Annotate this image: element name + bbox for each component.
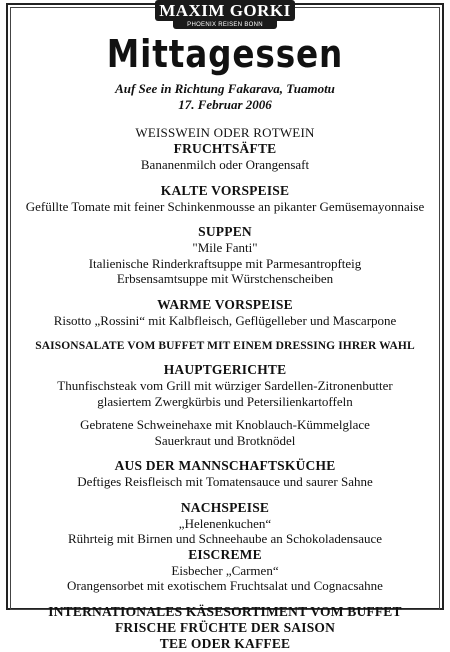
logo-tagline: PHOENIX REISEN BONN	[173, 21, 277, 29]
subtitle-location: Auf See in Richtung Fakarava, Tuamotu	[115, 81, 335, 96]
menu-item: Erbsensamtsuppe mit Würstchenscheiben	[116, 271, 334, 286]
menu-item: Risotto „Rossini“ mit Kalbfleisch, Geflügelleber und Mascarpone	[53, 312, 397, 328]
menu-item: Rührteig mit Birnen und Schneehaube an Schokoladensauce	[67, 531, 383, 546]
menu-item: Italienische Rinderkraftsuppe mit Parmesantropfteig	[88, 255, 362, 271]
menu-item: "Mile Fanti"	[192, 240, 258, 255]
cheese-heading: INTERNATIONALES KÄSESORTIMENT VOM BUFFET	[48, 603, 402, 619]
warm-starter-heading: WARME VORSPEISE	[157, 296, 293, 312]
maxim-gorki-logo	[155, 0, 295, 30]
menu-item: Gebratene Schweinehaxe mit Knoblauch-Kümmelglace	[80, 417, 370, 432]
mains-heading: HAUPTGERICHTE	[163, 362, 287, 377]
tea-coffee-heading: TEE ODER KAFFEE	[159, 635, 291, 651]
fruit-heading: FRISCHE FRÜCHTE DER SAISON	[114, 619, 336, 635]
wine-heading: WEISSWEIN ODER ROTWEIN	[135, 125, 315, 140]
ice-cream-heading: EISCREME	[188, 546, 262, 562]
menu-item: Eisbecher „Carmen“	[171, 562, 279, 578]
salads-heading: SAISONSALATE VOM BUFFET MIT EINEM DRESSING IHRER WAHL	[35, 340, 415, 352]
menu-item: Orangensorbet mit exotischem Fruchtsalat und Cognacsahne	[67, 578, 383, 593]
logo-name: MAXIM GORKI	[159, 1, 291, 20]
crew-kitchen-heading: AUS DER MANNSCHAFTSKÜCHE	[114, 458, 336, 473]
menu-item: Bananenmilch oder Orangensaft	[140, 157, 310, 172]
menu-item: Sauerkraut und Brotknödel	[154, 432, 296, 448]
menu-item: Deftiges Reisfleisch mit Tomatensauce und saurer Sahne	[77, 474, 373, 489]
dessert-heading: NACHSPEISE	[180, 499, 270, 515]
cold-starter-heading: KALTE VORSPEISE	[160, 182, 290, 198]
page-title: Mittagessen	[106, 32, 344, 76]
menu-item: „Helenenkuchen“	[178, 515, 272, 531]
subtitle-date: 17. Februar 2006	[178, 97, 272, 112]
menu-item: glasiertem Zwergkürbis und Petersilienkartoffeln	[97, 393, 353, 409]
soups-heading: SUPPEN	[198, 224, 252, 239]
menu-item: Thunfischsteak vom Grill mit würziger Sardellen-Zitronenbutter	[57, 378, 393, 393]
menu-body	[14, 125, 436, 652]
juices-heading: FRUCHTSÄFTE	[173, 141, 277, 156]
menu-item: Gefüllte Tomate mit feiner Schinkenmousse an pikanter Gemüsemayonnaise	[25, 198, 425, 214]
